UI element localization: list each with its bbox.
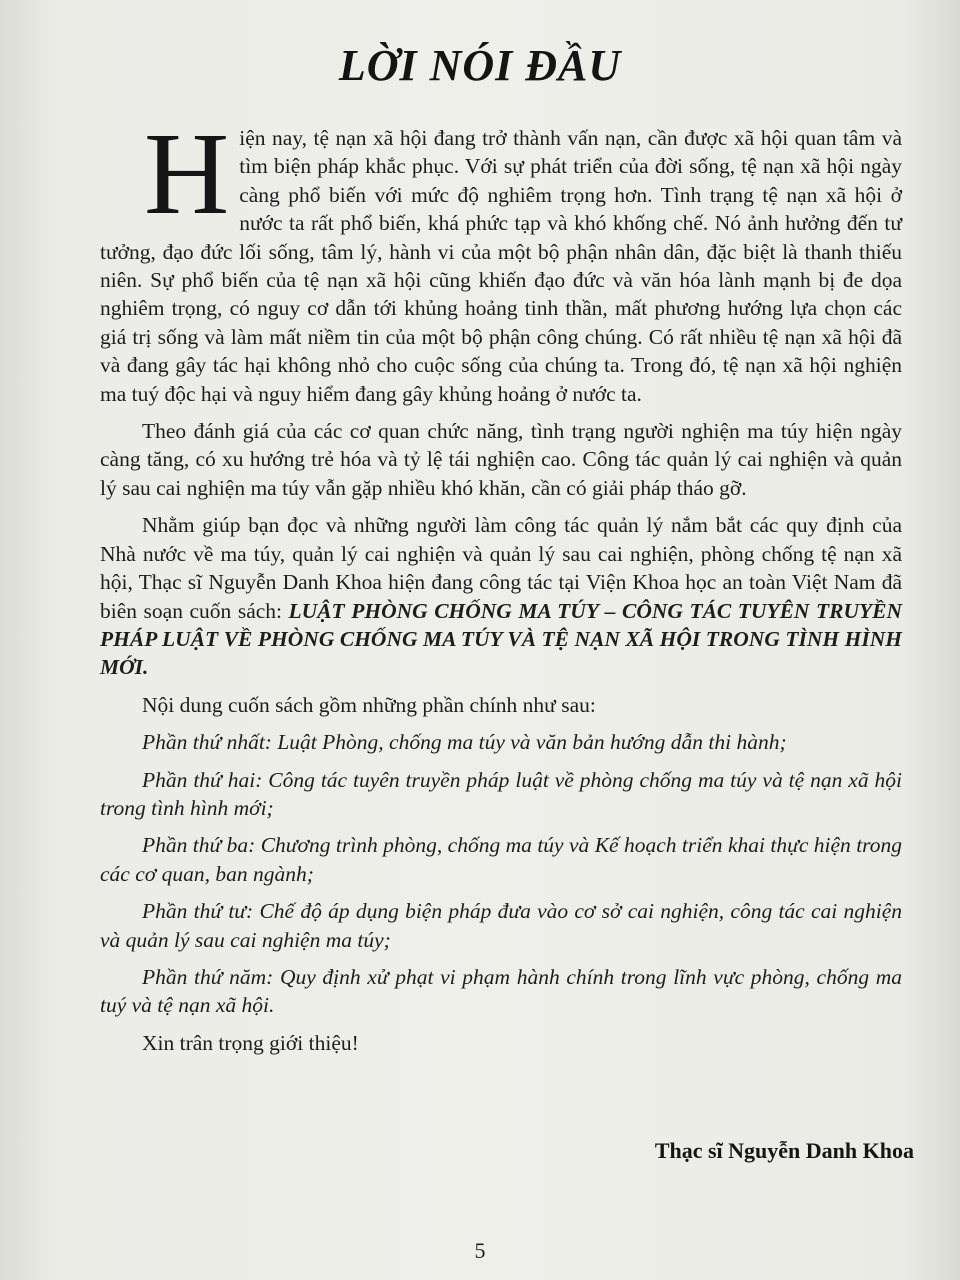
book-title: LUẬT PHÒNG CHỐNG MA TÚY – CÔNG TÁC TUYÊN TRUYỀN PHÁP LUẬT VỀ PHÒNG CHỐNG MA TÚY VÀ TỆ NẠN XÃ HỘI TRONG TÌNH HÌNH MỚI.: [100, 598, 902, 680]
drop-cap: H: [144, 108, 230, 239]
part-2: Phần thứ hai: Công tác tuyên truyền pháp luật về phòng chống ma túy và tệ nạn xã hội trong tình hình mới;: [100, 767, 902, 820]
body-text: [100, 108, 902, 1066]
author-signature: Thạc sĩ Nguyễn Danh Khoa: [654, 1138, 914, 1163]
part-3: Phần thứ ba: Chương trình phòng, chống ma túy và Kế hoạch triển khai thực hiện trong các cơ quan, ban ngành;: [100, 833, 902, 886]
part-4: Phần thứ tư: Chế độ áp dụng biện pháp đưa vào cơ sở cai nghiện, công tác cai nghiện và quản lý sau cai nghiện ma túy;: [100, 899, 902, 952]
part-5: Phần thứ năm: Quy định xử phạt vi phạm hành chính trong lĩnh vực phòng, chống ma tuý và tệ nạn xã hội.: [100, 964, 902, 1018]
contents-intro: Nội dung cuốn sách gồm những phần chính như sau:: [142, 692, 596, 717]
part-1: Phần thứ nhất: Luật Phòng, chống ma túy và văn bản hướng dẫn thi hành;: [142, 730, 787, 755]
paragraph-3-text: Nhằm giúp bạn đọc và những người làm công tác quản lý nắm bắt các quy định của Nhà nước về ma túy, quản lý cai nghiện và quản lý sau cai nghiện, phòng chống tệ nạn xã hội, Thạc sĩ Nguyễn Danh Khoa hiện đang công tác tại Viện Khoa học an toàn Việt Nam đã biên soạn cuốn sách:: [100, 513, 902, 623]
paragraph-2: Theo đánh giá của các cơ quan chức năng, tình trạng người nghiện ma túy hiện ngày càng tăng, có xu hướng trẻ hóa và tỷ lệ tái nghiện cao. Công tác quản lý cai nghiện và quản lý sau cai nghiện ma túy vẫn gặp nhiều khó khăn, cần có giải pháp tháo gỡ.: [100, 419, 902, 500]
page-number: 5: [474, 1238, 486, 1263]
intro-paragraph: [100, 108, 902, 408]
page-title: LỜI NÓI ĐẦU: [338, 41, 622, 90]
closing-line: Xin trân trọng giới thiệu!: [142, 1030, 359, 1055]
paragraph-3: [100, 511, 902, 681]
intro-text: iện nay, tệ nạn xã hội đang trở thành vấn nạn, cần được xã hội quan tâm và tìm biện pháp khắc phục. Với sự phát triển của đời sống, tệ nạn xã hội ngày càng phổ biến với mức độ nghiêm trọng hơn. Tình trạng tệ nạn xã hội ở nước ta rất phổ biến, khá phức tạp và khó khống chế. Nó ảnh hưởng đến tư tưởng, đạo đức lối sống, tâm lý, hành vi của một bộ phận nhân dân, đặc biệt là thanh thiếu niên. Sự phổ biến của tệ nạn xã hội cũng khiến đạo đức và văn hóa lành mạnh bị đe dọa nghiêm trọng, có nguy cơ dẫn tới khủng hoảng tinh thần, mất phương hướng lựa chọn các giá trị sống và làm mất niềm tin của một bộ phận công chúng. Có rất nhiều tệ nạn xã hội đã và đang gây tác hại không nhỏ cho cuộc sống của chúng ta. Trong đó, tệ nạn xã hội nghiện ma tuý độc hại và nguy hiểm đang gây khủng hoảng ở nước ta.: [100, 126, 902, 406]
